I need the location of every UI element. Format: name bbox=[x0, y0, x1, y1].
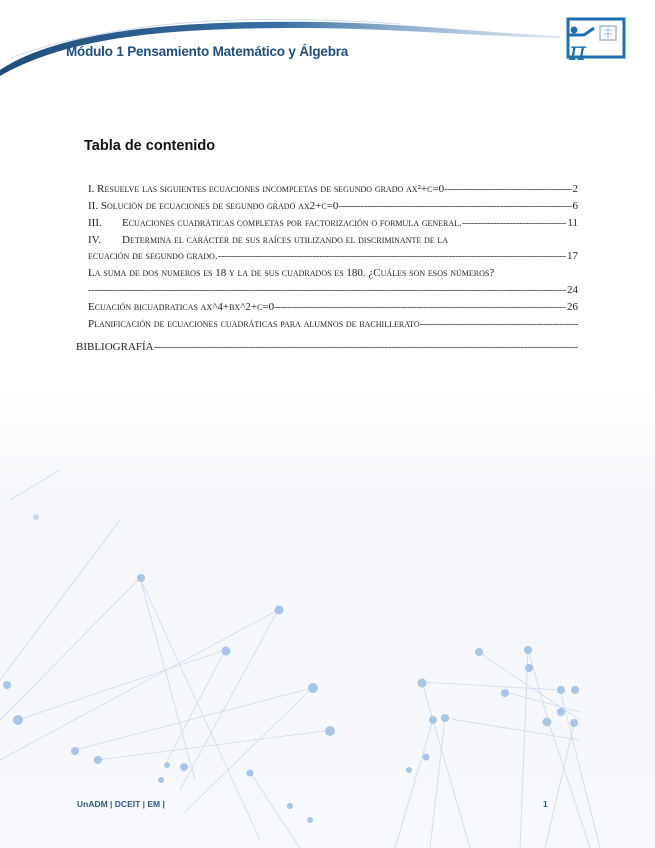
toc-entry-page: 24 bbox=[567, 284, 578, 296]
toc-entry-page: 17 bbox=[567, 250, 578, 262]
table-of-contents bbox=[0, 0, 655, 400]
toc-entry-title: Determina el carácter de sus raíces utilizando el discriminante de la bbox=[122, 234, 449, 246]
toc-entry[interactable] bbox=[88, 284, 578, 297]
toc-entry-page: 26 bbox=[567, 301, 578, 313]
toc-entry-title: Ecuaciones cuadráticas completas por factorización o formula general. bbox=[122, 217, 462, 229]
toc-entry-page: 11 bbox=[567, 217, 578, 229]
toc-entry-title: ecuación de segundo grado. bbox=[88, 250, 218, 262]
toc-entry-page: 2 bbox=[572, 183, 578, 195]
toc-entry-title: La suma de dos numeros es 18 y la de sus cuadrados es 180. ¿Cuáles son esos números? bbox=[88, 267, 495, 279]
toc-entry-title: Planificación de ecuaciones cuadráticas para alumnos de bachillerato bbox=[88, 318, 420, 330]
toc-dot-leader bbox=[338, 200, 571, 213]
toc-entry-page: 6 bbox=[572, 200, 578, 212]
toc-entry[interactable] bbox=[88, 183, 578, 196]
toc-dot-leader bbox=[462, 217, 567, 230]
toc-entry-number: III. bbox=[88, 217, 102, 229]
toc-heading: Tabla de contenido bbox=[84, 138, 216, 154]
toc-entry-title: Ecuación bicuadraticas ax^4+bx^2+c=0 bbox=[88, 301, 275, 313]
toc-entry[interactable] bbox=[88, 301, 578, 314]
toc-dot-leader bbox=[420, 318, 578, 331]
toc-entry[interactable] bbox=[88, 318, 578, 331]
svg-text:π: π bbox=[569, 37, 587, 64]
toc-dot-leader bbox=[274, 301, 566, 314]
course-title: Módulo 1 Pensamiento Matemático y Álgebra bbox=[66, 44, 349, 59]
toc-entry-title: II. Solución de ecuaciones de segundo grado ax2+c=0 bbox=[88, 200, 339, 212]
toc-entry[interactable] bbox=[88, 234, 578, 247]
toc-entry[interactable] bbox=[88, 200, 578, 213]
toc-entry[interactable] bbox=[88, 250, 578, 263]
toc-entry-number: IV. bbox=[88, 234, 101, 246]
toc-entry[interactable] bbox=[88, 267, 578, 280]
toc-entry-title: I. Resuelve las siguientes ecuaciones incompletas de segundo grado ax²+c=0 bbox=[88, 183, 445, 195]
toc-entry-title: BIBLIOGRAFÍA bbox=[76, 341, 154, 353]
toc-dot-leader bbox=[88, 284, 566, 297]
footer-institution: UnADM | DCEIT | EM | bbox=[77, 799, 165, 809]
toc-dot-leader bbox=[444, 183, 571, 196]
toc-dot-leader bbox=[218, 250, 566, 263]
toc-dot-leader bbox=[154, 341, 578, 354]
footer-page-number: 1 bbox=[543, 799, 548, 809]
toc-entry[interactable] bbox=[88, 217, 578, 230]
toc-entry[interactable] bbox=[76, 341, 578, 354]
